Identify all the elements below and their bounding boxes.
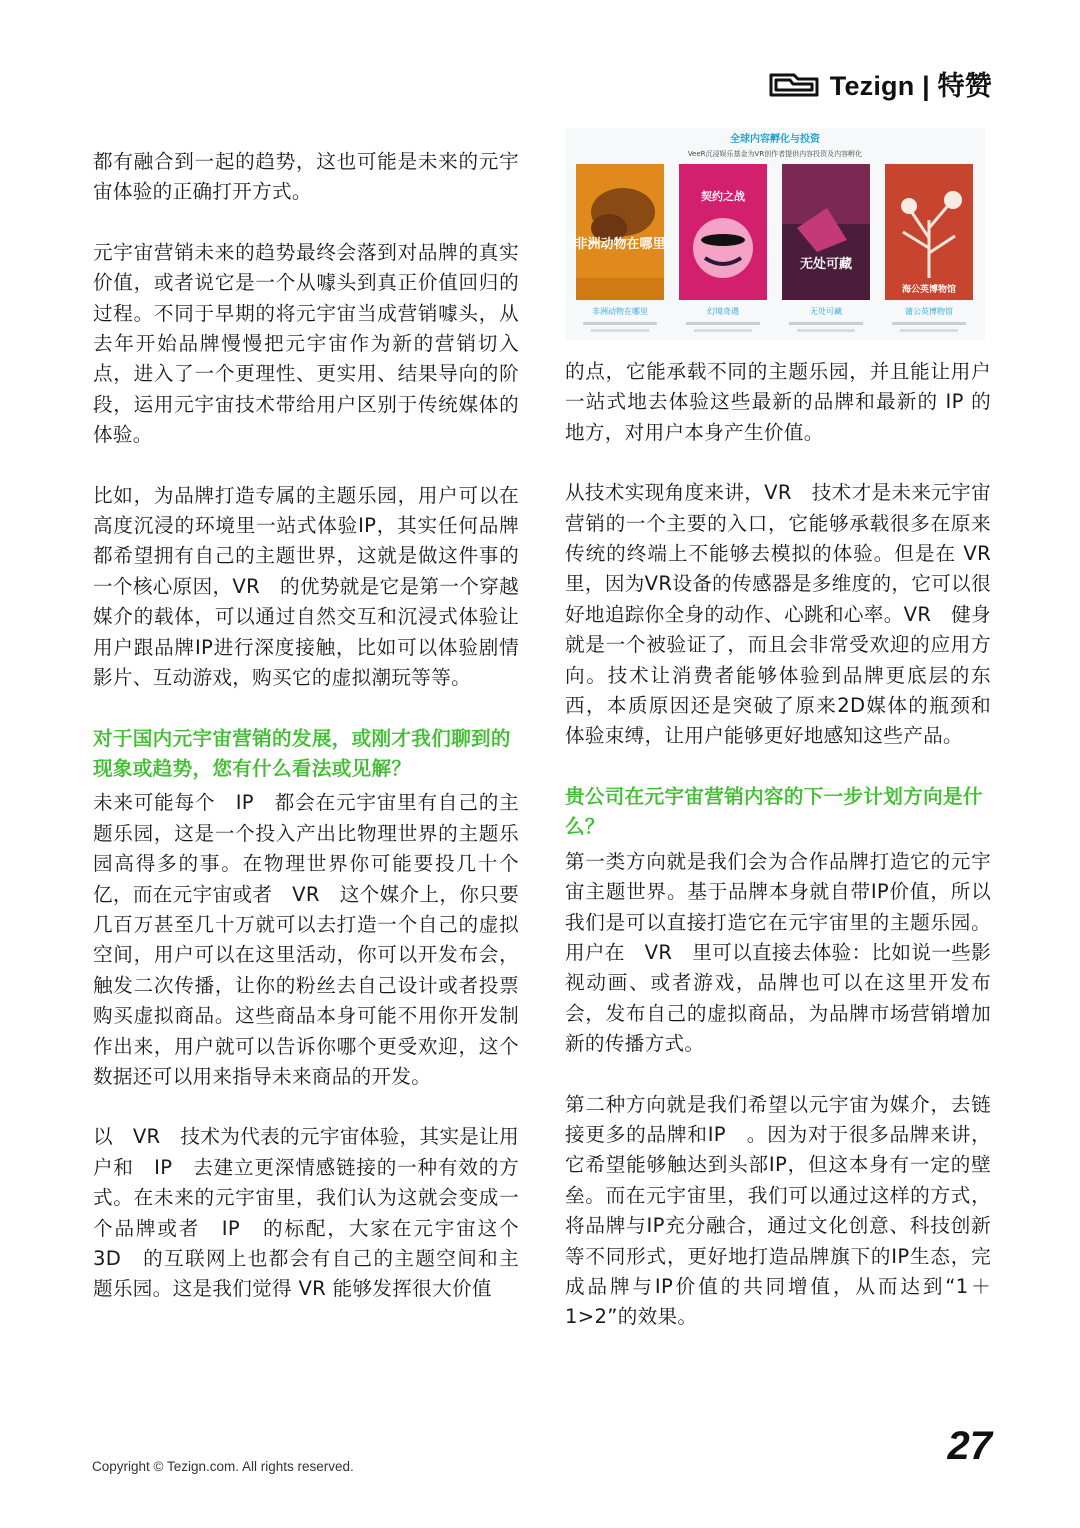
logo-text: Tezign | 特赞 (829, 71, 992, 101)
poster-3-title: 无处可藏 (799, 257, 853, 272)
right-column (565, 357, 991, 1333)
paragraph: 都有融合到一起的趋势，这也可能是未来的元宇宙体验的正确打开方式。 (93, 150, 519, 204)
poster-1 (574, 164, 665, 300)
left-column (93, 147, 539, 1305)
poster-4-title: 海公英博物馆 (901, 285, 957, 295)
paragraph: 比如，为品牌打造专属的主题乐园，用户可以在高度沉浸的环境里一站式体验IP，其实任何品牌都希望拥有自己的主题世界，这就是做这件事的一个核心原因，VR 的优势就是它是第一个穿越媒介的载体，可以通过自然交互和沉浸式体验让用户跟品牌IP进行深度接触，比如可以体验剧情影片、互动游戏，购买它的虚拟潮玩等等。 (93, 483, 519, 690)
poster-2 (679, 164, 767, 300)
paragraph: 以 VR 技术为代表的元宇宙体验，其实是让用户和 IP 去建立更深情感链接的一种有效的方式。在未来的元宇宙里，我们认为这就会变成一个品牌或者 IP 的标配，大家在元宇宙这个 3D 的互联网上也都会有自己的主题空间和主题乐园。这是我们觉得 VR 能够发挥很大价值 (93, 1125, 539, 1301)
poster-3-caption: 无处可藏 (810, 307, 842, 316)
poster-3 (782, 164, 870, 300)
poster-2-title: 契约之战 (701, 190, 745, 203)
paragraph: 第一类方向就是我们会为合作品牌打造它的元宇宙主题世界。基于品牌本身就自带IP价值，所以我们是可以直接打造它在元宇宙里的主题乐园。用户在 VR 里可以直接去体验：比如说一些影视动画、或者游戏，品牌也可以在这里开发布会，发布自己的虚拟商品，为品牌市场营销增加新的传播方式。 (565, 849, 991, 1056)
poster-4-caption: 蒲公英博物馆 (905, 307, 953, 316)
copyright-text: Copyright © Tezign.com. All rights reserved. (92, 1459, 354, 1474)
paragraph: 未来可能每个 IP 都会在元宇宙里有自己的主题乐园，这是一个投入产出比物理世界的主题乐园高得多的事。在物理世界你可能要投几十个亿，而在元宇宙或者 VR 这个媒介上，你只要几百万甚至几十万就可以去打造一个自己的虚拟空间，用户可以在这里活动，你可以开发布会，触发二次传播，让你的粉丝去自己设计或者投票购买虚拟商品。这些商品本身可能不用你开发制作出来，用户就可以告诉你哪个更受欢迎，这个数据还可以用来指导未来商品的开发。 (93, 791, 519, 1088)
page-number: 27 (947, 1424, 992, 1468)
vr-content-figure (565, 128, 985, 340)
poster-4 (885, 164, 973, 300)
paragraph: 的点，它能承载不同的主题乐园，并且能让用户一站式地去体验这些最新的品牌和最新的 IP 的地方，对用户本身产生价值。 (565, 360, 991, 444)
figure-subtitle: VeeR沉浸娱乐基金为VR创作者提供内容投资及内容孵化 (687, 150, 863, 158)
paragraph: 从技术实现角度来讲，VR 技术才是未来元宇宙营销的一个主要的入口，它能够承载很多在原来传统的终端上不能够去模拟的体验。但是在 VR 里，因为VR设备的传感器是多维度的，它可以很好地追踪你全身的动作、心跳和心率。VR 健身就是一个被验证了，而且会非常受欢迎的应用方向。技术让消费者能够体验到品牌更底层的东西，本质原因还是突破了原来2D媒体的瓶颈和体验束缚，让用户能够更好地感知这些产品。 (565, 481, 991, 748)
paragraph: 第二种方向就是我们希望以元宇宙为媒介，去链接更多的品牌和IP 。因为对于很多品牌来讲，它希望能够触达到头部IP，但这本身有一定的壁垒。而在元宇宙里，我们可以通过这样的方式，将品牌与IP充分融合，通过文化创意、科技创新等不同形式，更好地打造品牌旗下的IP生态，完成品牌与IP价值的共同增值，从而达到“1＋1>2”的效果。 (565, 1092, 991, 1329)
poster-2-caption: 幻境奇遇 (707, 307, 739, 316)
tezign-logo-icon (768, 69, 820, 99)
brand-logo (768, 64, 992, 103)
figure-graphic (565, 128, 985, 340)
poster-1-title: 非洲动物在哪里 (574, 237, 666, 252)
poster-1-caption: 非洲动物在哪里 (592, 307, 648, 316)
paragraph: 元宇宙营销未来的趋势最终会落到对品牌的真实价值，或者说它是一个从噱头到真正价值回归的过程。不同于早期的将元宇宙当成营销噱头，从去年开始品牌慢慢把元宇宙作为新的营销切入点，进入了一个更理性、更实用、结果导向的阶段，运用元宇宙技术带给用户区别于传统媒体的体验。 (93, 240, 519, 447)
question-heading: 贵公司在元宇宙营销内容的下一步计划方向是什么？ (565, 784, 983, 839)
figure-title: 全球内容孵化与投资 (730, 134, 820, 145)
question-heading: 对于国内元宇宙营销的发展，或刚才我们聊到的现象或趋势，您有什么看法或见解？ (93, 726, 511, 780)
